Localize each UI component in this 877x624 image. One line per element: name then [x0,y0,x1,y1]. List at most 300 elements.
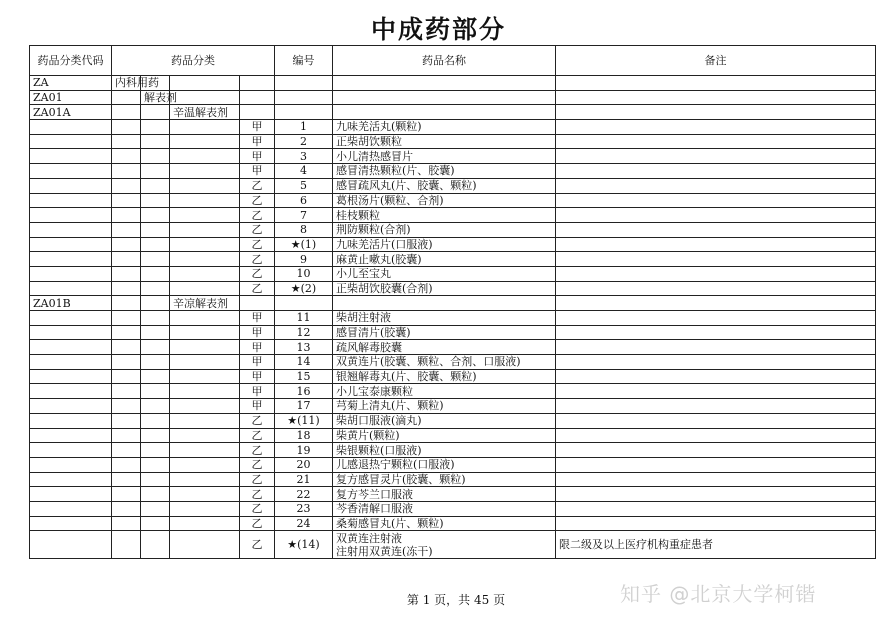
cell-grade: 乙 [240,428,275,443]
cell-category-level2 [141,340,170,355]
cell-number: 16 [275,384,333,399]
table-row [30,76,876,91]
cell-grade [240,296,275,311]
cell-category-level2 [141,178,170,193]
table-row [30,311,876,326]
cell-category-level3 [170,457,240,472]
cell-category-level2 [141,134,170,149]
cell-category-level3 [170,149,240,164]
cell-category-level1 [112,340,141,355]
cell-number: ★(11) [275,413,333,428]
cell-drug-name: 感冒清片(胶囊) [333,325,556,340]
cell-category-level3 [170,501,240,516]
cell-drug-name: 疏风解毒胶囊 [333,340,556,355]
cell-category-level3 [170,428,240,443]
cell-grade: 乙 [240,487,275,502]
cell-drug-name: 柴胡注射液 [333,311,556,326]
cell-drug-name: 芎菊上清丸(片、颗粒) [333,399,556,414]
cell-number: 24 [275,516,333,531]
cell-number: 21 [275,472,333,487]
cell-remark [556,340,876,355]
cell-category-level2 [141,413,170,428]
header-name: 药品名称 [333,46,556,76]
cell-category-level3 [170,531,240,559]
cell-number: ★(2) [275,281,333,296]
table-row [30,266,876,281]
cell-number: 14 [275,355,333,370]
cell-grade: 乙 [240,443,275,458]
cell-grade: 乙 [240,252,275,267]
cell-code: ZA01 [30,90,112,105]
table-row [30,369,876,384]
cell-category-level3 [170,134,240,149]
cell-category-level3 [170,222,240,237]
cell-number: 20 [275,457,333,472]
cell-category-level2 [141,384,170,399]
cell-category-level2 [141,120,170,135]
cell-category-level1 [112,516,141,531]
cell-code [30,208,112,223]
cell-category-level1 [112,355,141,370]
cell-category-level1 [112,178,141,193]
cell-category-level3 [170,384,240,399]
cell-drug-name: 银翘解毒丸(片、胶囊、颗粒) [333,369,556,384]
cell-code [30,428,112,443]
cell-number: 5 [275,178,333,193]
cell-grade: 乙 [240,281,275,296]
cell-code [30,457,112,472]
cell-remark [556,384,876,399]
cell-grade: 乙 [240,178,275,193]
cell-category-level2 [141,472,170,487]
cell-category-level1 [112,281,141,296]
cell-category-level3 [170,443,240,458]
cell-code [30,222,112,237]
cell-number: 10 [275,266,333,281]
cell-number: 17 [275,399,333,414]
cell-code [30,340,112,355]
cell-code [30,325,112,340]
cell-category-level1 [112,134,141,149]
cell-code [30,178,112,193]
cell-drug-name: 感冒疏风丸(片、胶囊、颗粒) [333,178,556,193]
cell-grade: 甲 [240,311,275,326]
cell-category-level1 [112,413,141,428]
cell-drug-name [333,90,556,105]
table-row [30,134,876,149]
cell-category-level3 [170,90,240,105]
cell-category-level3 [170,208,240,223]
cell-remark [556,105,876,120]
cell-code [30,413,112,428]
header-category: 药品分类 [112,46,275,76]
cell-category-level1 [112,472,141,487]
cell-number: 12 [275,325,333,340]
cell-code [30,472,112,487]
cell-grade: 乙 [240,516,275,531]
cell-category-level1 [112,208,141,223]
cell-grade: 乙 [240,501,275,516]
cell-drug-name: 九味羌活片(口服液) [333,237,556,252]
cell-category-level3 [170,237,240,252]
cell-remark [556,222,876,237]
cell-drug-name: 荆防颗粒(合剂) [333,222,556,237]
cell-category-level1 [112,164,141,179]
table-row [30,472,876,487]
cell-category-level3 [170,311,240,326]
cell-number: 13 [275,340,333,355]
cell-remark [556,178,876,193]
cell-code [30,193,112,208]
cell-category-level1 [112,266,141,281]
cell-grade: 甲 [240,355,275,370]
cell-category-level2 [141,369,170,384]
cell-category-level3: 辛温解表剂 [170,105,240,120]
table-row [30,178,876,193]
cell-drug-name: 小儿宝泰康颗粒 [333,384,556,399]
cell-number: 6 [275,193,333,208]
cell-category-level2 [141,501,170,516]
cell-drug-name: 复方芩兰口服液 [333,487,556,502]
cell-code: ZA01B [30,296,112,311]
cell-drug-name: 柴银颗粒(口服液) [333,443,556,458]
cell-drug-name: 葛根汤片(颗粒、合剂) [333,193,556,208]
header-number: 编号 [275,46,333,76]
cell-number [275,90,333,105]
cell-grade [240,90,275,105]
cell-remark [556,296,876,311]
cell-remark [556,266,876,281]
cell-remark [556,311,876,326]
cell-grade: 乙 [240,222,275,237]
cell-category-level3 [170,325,240,340]
table-row [30,296,876,311]
drug-table [29,45,876,559]
cell-category-level3 [170,178,240,193]
cell-grade: 甲 [240,134,275,149]
cell-category-level1 [112,531,141,559]
cell-category-level2 [141,252,170,267]
cell-number: 18 [275,428,333,443]
table-row [30,531,876,559]
cell-remark [556,193,876,208]
cell-grade [240,105,275,120]
cell-category-level1 [112,443,141,458]
cell-grade: 甲 [240,164,275,179]
cell-category-level2 [141,531,170,559]
cell-number: 15 [275,369,333,384]
cell-drug-name: 桂枝颗粒 [333,208,556,223]
cell-number: 8 [275,222,333,237]
cell-category-level2 [141,105,170,120]
cell-category-level2 [141,208,170,223]
cell-code [30,443,112,458]
table-row [30,457,876,472]
cell-code [30,355,112,370]
cell-drug-name: 正柴胡饮颗粒 [333,134,556,149]
cell-category-level1 [112,487,141,502]
cell-grade: 乙 [240,472,275,487]
cell-code [30,252,112,267]
cell-category-level2 [141,487,170,502]
table-row [30,164,876,179]
cell-category-level3 [170,164,240,179]
cell-grade: 乙 [240,237,275,252]
cell-grade: 甲 [240,149,275,164]
cell-category-level2 [141,311,170,326]
cell-code: ZA [30,76,112,91]
cell-number: 9 [275,252,333,267]
cell-category-level2: 解表剂 [141,90,170,105]
cell-remark [556,399,876,414]
cell-category-level3 [170,472,240,487]
cell-drug-name: 柴胡口服液(滴丸) [333,413,556,428]
cell-code [30,369,112,384]
cell-number [275,76,333,91]
cell-code [30,134,112,149]
cell-drug-name: 芩香清解口服液 [333,501,556,516]
cell-drug-name [333,296,556,311]
table-row [30,325,876,340]
cell-category-level3 [170,252,240,267]
cell-remark [556,76,876,91]
cell-category-level2 [141,428,170,443]
cell-remark [556,325,876,340]
cell-drug-name: 正柴胡饮胶囊(合剂) [333,281,556,296]
cell-code: ZA01A [30,105,112,120]
table-row [30,501,876,516]
cell-remark [556,237,876,252]
table-row [30,281,876,296]
cell-remark [556,164,876,179]
table-row [30,384,876,399]
cell-category-level1 [112,369,141,384]
cell-remark [556,457,876,472]
cell-remark [556,369,876,384]
cell-grade: 甲 [240,399,275,414]
cell-drug-name: 柴黄片(颗粒) [333,428,556,443]
table-row [30,340,876,355]
page-footer: 第 1 页，共 45 页 [406,593,506,607]
cell-category-level1 [112,222,141,237]
table-row [30,487,876,502]
cell-category-level3 [170,355,240,370]
cell-remark [556,516,876,531]
cell-remark [556,443,876,458]
cell-code [30,311,112,326]
cell-category-level1 [112,252,141,267]
cell-category-level2 [141,193,170,208]
table-row [30,252,876,267]
cell-category-level1 [112,193,141,208]
cell-drug-name: 麻黄止嗽丸(胶囊) [333,252,556,267]
cell-number: 3 [275,149,333,164]
cell-drug-name: 桑菊感冒丸(片、颗粒) [333,516,556,531]
cell-number [275,296,333,311]
cell-grade: 甲 [240,384,275,399]
table-row [30,237,876,252]
cell-number: 22 [275,487,333,502]
cell-category-level1 [112,384,141,399]
cell-remark [556,90,876,105]
header-code: 药品分类代码 [30,46,112,76]
drug-name-line: 双黄连注射液 [336,531,402,545]
page-title: 中成药部分 [370,15,506,44]
cell-remark [556,428,876,443]
table-row [30,90,876,105]
table-row [30,193,876,208]
cell-remark [556,120,876,135]
cell-drug-name: 复方感冒灵片(胶囊、颗粒) [333,472,556,487]
cell-number: 1 [275,120,333,135]
cell-drug-name: 小儿清热感冒片 [333,149,556,164]
cell-grade: 乙 [240,531,275,559]
cell-grade: 甲 [240,369,275,384]
cell-grade: 甲 [240,120,275,135]
cell-drug-name [333,105,556,120]
cell-category-level2 [141,399,170,414]
cell-grade: 乙 [240,266,275,281]
cell-number: 19 [275,443,333,458]
cell-code [30,487,112,502]
cell-remark [556,501,876,516]
cell-code [30,384,112,399]
cell-category-level3 [170,516,240,531]
cell-category-level1 [112,105,141,120]
cell-category-level2 [141,237,170,252]
cell-category-level1 [112,296,141,311]
cell-category-level3 [170,413,240,428]
cell-category-level3 [170,281,240,296]
table-row [30,355,876,370]
cell-category-level1 [112,237,141,252]
table-header-row [30,46,876,76]
cell-grade: 甲 [240,325,275,340]
cell-grade: 甲 [240,340,275,355]
cell-grade [240,76,275,91]
cell-drug-name: 双黄连片(胶囊、颗粒、合剂、口服液) [333,355,556,370]
cell-category-level2 [141,266,170,281]
cell-grade: 乙 [240,208,275,223]
cell-remark: 限二级及以上医疗机构重症患者 [556,531,876,559]
cell-category-level2 [141,222,170,237]
table-row [30,208,876,223]
cell-category-level1 [112,501,141,516]
cell-code [30,531,112,559]
cell-category-level2 [141,164,170,179]
cell-category-level2 [141,296,170,311]
cell-category-level3 [170,193,240,208]
cell-code [30,149,112,164]
cell-category-level2 [141,281,170,296]
cell-grade: 乙 [240,413,275,428]
cell-category-level3 [170,399,240,414]
cell-code [30,164,112,179]
table-row [30,428,876,443]
cell-drug-name: 儿感退热宁颗粒(口服液) [333,457,556,472]
watermark: 知乎 @北京大学柯锴 [620,582,817,606]
cell-drug-name [333,531,556,559]
table-row [30,399,876,414]
cell-category-level2 [141,355,170,370]
cell-grade: 乙 [240,457,275,472]
cell-number [275,105,333,120]
cell-code [30,281,112,296]
cell-remark [556,487,876,502]
cell-code [30,266,112,281]
cell-remark [556,281,876,296]
table-row [30,413,876,428]
cell-category-level2 [141,149,170,164]
cell-category-level1 [112,120,141,135]
cell-category-level2 [141,325,170,340]
cell-category-level3 [170,76,240,91]
cell-remark [556,252,876,267]
cell-code [30,237,112,252]
cell-number: 11 [275,311,333,326]
cell-number: 7 [275,208,333,223]
cell-remark [556,413,876,428]
cell-category-level3 [170,120,240,135]
cell-category-level3: 辛凉解表剂 [170,296,240,311]
cell-category-level1 [112,457,141,472]
cell-category-level1 [112,90,141,105]
cell-remark [556,134,876,149]
cell-drug-name: 九味羌活丸(颗粒) [333,120,556,135]
table-row [30,516,876,531]
cell-category-level2 [141,516,170,531]
table-row [30,222,876,237]
cell-category-level2 [141,443,170,458]
cell-category-level3 [170,487,240,502]
cell-category-level3 [170,369,240,384]
cell-number: ★(1) [275,237,333,252]
cell-category-level1 [112,428,141,443]
cell-category-level1 [112,311,141,326]
cell-code [30,399,112,414]
table-body [30,76,876,559]
drug-name-line: 注射用双黄连(冻干) [336,544,433,558]
cell-drug-name: 感冒清热颗粒(片、胶囊) [333,164,556,179]
cell-remark [556,472,876,487]
cell-category-level1 [112,399,141,414]
cell-drug-name: 小儿至宝丸 [333,266,556,281]
cell-remark [556,208,876,223]
cell-number: ★(14) [275,531,333,559]
cell-category-level1: 内科用药 [112,76,141,91]
cell-number: 4 [275,164,333,179]
cell-category-level2 [141,457,170,472]
cell-code [30,516,112,531]
cell-category-level1 [112,325,141,340]
cell-remark [556,149,876,164]
cell-category-level3 [170,266,240,281]
cell-number: 2 [275,134,333,149]
cell-code [30,120,112,135]
cell-number: 23 [275,501,333,516]
cell-category-level1 [112,149,141,164]
table-row [30,105,876,120]
table-row [30,120,876,135]
table-row [30,149,876,164]
cell-category-level2 [141,76,170,91]
header-remark: 备注 [556,46,876,76]
cell-drug-name [333,76,556,91]
table-row [30,443,876,458]
cell-category-level3 [170,340,240,355]
cell-grade: 乙 [240,193,275,208]
cell-code [30,501,112,516]
